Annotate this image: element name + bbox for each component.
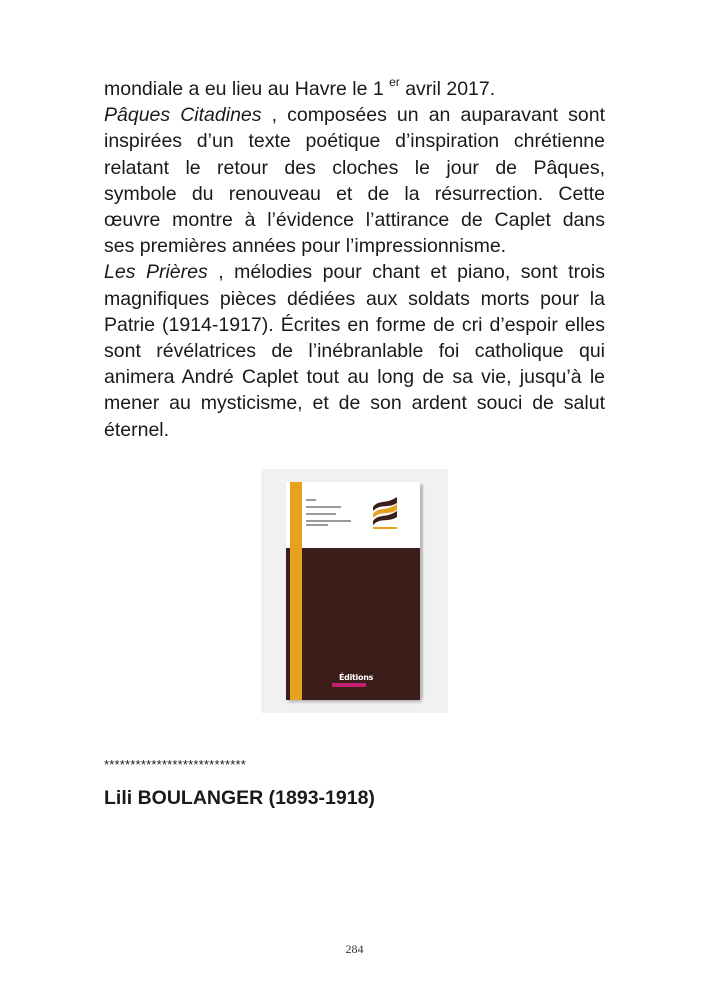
body-text <box>104 76 605 443</box>
text-line: symbole du renouveau et de la résurrection. Cette <box>104 182 605 205</box>
text-line: magnifiques pièces dédiées aux soldats morts pour la <box>104 287 605 310</box>
page-number: 284 <box>345 942 364 956</box>
text-line: sont révélatrices de l’inébranlable foi catholique qui <box>104 340 605 363</box>
publisher-brand <box>330 673 374 689</box>
text-line: inspirées d’un texte poétique d’inspiration chrétienne <box>104 130 605 153</box>
section-heading: Lili BOULANGER (1893-1918) <box>104 787 375 809</box>
text-line: mener au mysticisme, et de son ardent souci de salut <box>104 392 605 415</box>
paragraph-3 <box>104 259 605 442</box>
text-line: mondiale a eu lieu au Havre le 1 $^{er}$ avril 2017. <box>104 74 496 100</box>
book-cover <box>286 482 420 700</box>
publisher-logo-icon <box>371 495 399 531</box>
text-line: Patrie (1914-1917). Écrites en forme de cri d’espoir elles <box>104 313 605 336</box>
text-line: éternel. <box>104 418 170 441</box>
text-line: Les Prières , mélodies pour chant et piano, sont trois <box>104 261 606 284</box>
work-title: Pâques Citadines <box>104 104 262 127</box>
paragraph-1 <box>104 76 605 102</box>
separator: *************************** <box>104 757 246 772</box>
brand-name: Éditions <box>339 673 374 682</box>
text-line: œuvre montre à l’évidence l’attirance de Caplet dans <box>104 209 605 232</box>
text-line: relatant le retour des cloches le jour de Pâques, <box>104 156 605 179</box>
text-line: ses premières années pour l’impressionnisme. <box>104 235 507 258</box>
paragraph-2 <box>104 102 605 259</box>
work-title: Les Prières <box>104 261 208 284</box>
text-line: Pâques Citadines , composées un an auparavant sont <box>104 104 605 127</box>
cover-small-text <box>306 499 361 531</box>
brand-tagline-bar <box>332 683 366 687</box>
book-cover-image <box>261 469 448 713</box>
text-line: animera André Caplet tout au long de sa vie, jusqu’à le <box>104 366 605 389</box>
superscript: er <box>389 74 400 89</box>
cover-stripe <box>290 482 302 700</box>
